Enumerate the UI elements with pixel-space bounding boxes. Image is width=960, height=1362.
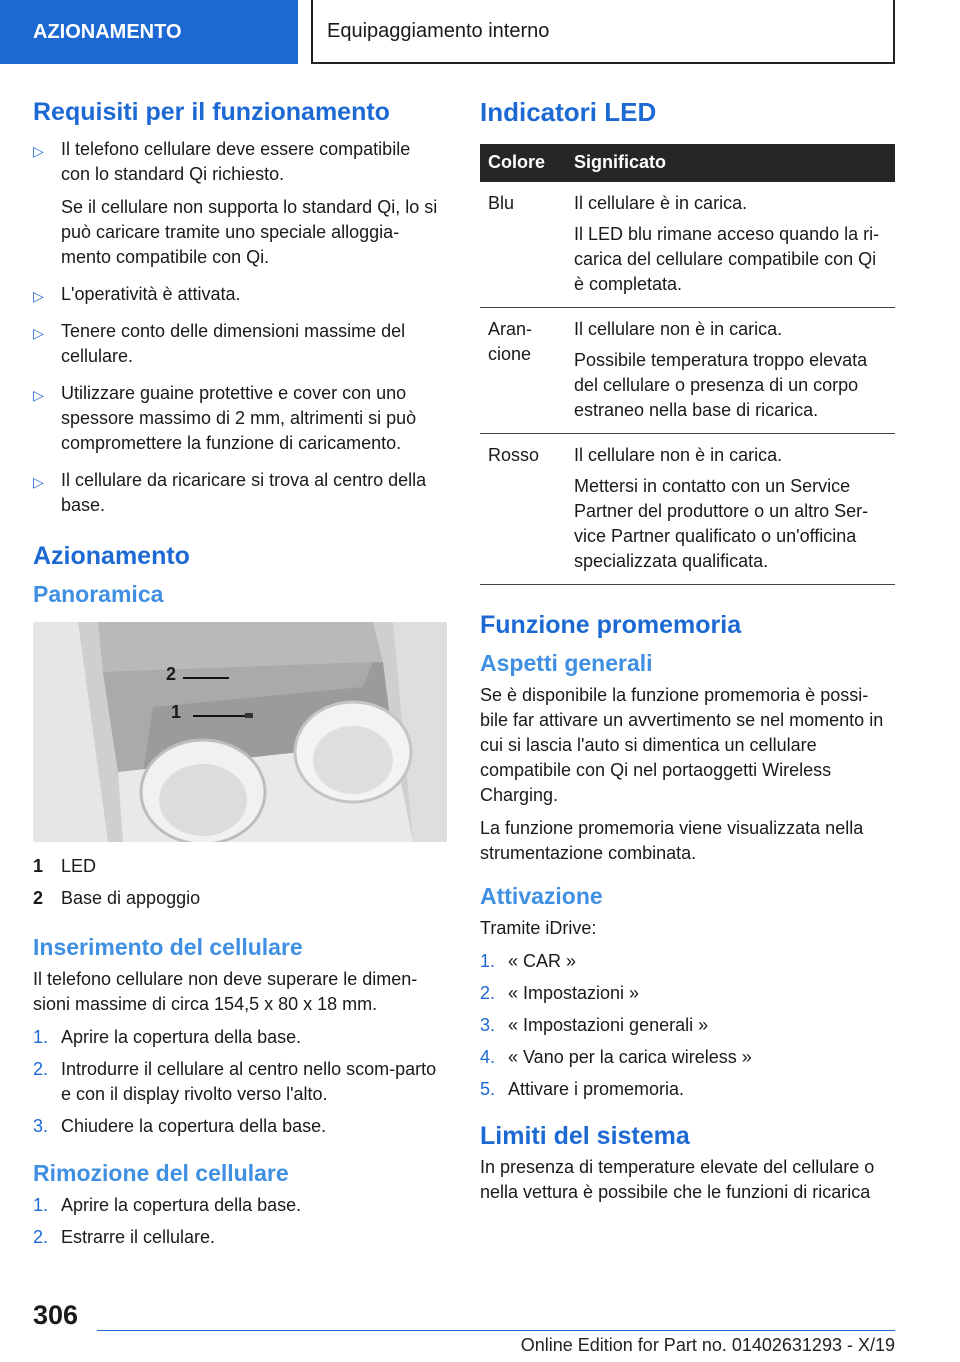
page-number: 306	[33, 1300, 79, 1330]
step-text: Introdurre il cellulare al centro nello scom-parto e con il display rivolto verso l'alto.	[61, 1058, 437, 1104]
photo-label-2: 2	[166, 663, 177, 684]
step-item	[33, 1025, 441, 1050]
step-item	[480, 1077, 895, 1102]
step-text: Chiudere la copertura della base.	[61, 1115, 327, 1136]
legend-text: LED	[61, 855, 97, 876]
triangle-bullet-icon: ▷	[33, 324, 44, 341]
right-column	[480, 96, 895, 1213]
reminder-heading: Funzione promemoria	[480, 610, 742, 639]
list-item	[33, 381, 441, 456]
table-header-row	[480, 144, 895, 182]
list-item-text: Il telefono cellulare deve essere compatibile con lo standard Qi richiesto.	[61, 138, 411, 184]
meaning-line: Possibile temperatura troppo elevata del cellulare o presenza di un corpo estraneo nella base di ricarica.	[574, 349, 868, 420]
legend-item	[33, 886, 441, 911]
step-text: Aprire la copertura della base.	[61, 1194, 302, 1215]
limits-heading: Limiti del sistema	[480, 1122, 690, 1151]
insert-steps	[33, 1025, 441, 1139]
left-column	[33, 96, 441, 1257]
activation-steps	[480, 949, 895, 1102]
step-number: 2.	[33, 1226, 49, 1247]
remove-heading: Rimozione del cellulare	[33, 1159, 289, 1186]
step-number: 2.	[33, 1058, 49, 1079]
meaning-line: Il LED blu rimane acceso quando la ri-carica del cellulare compatibile con Qi è completata.	[574, 223, 880, 294]
step-text: « Impostazioni »	[508, 983, 640, 1004]
photo-label-1: 1	[171, 701, 182, 722]
legend-number: 2	[33, 887, 44, 908]
led-table	[480, 144, 895, 585]
meaning-line: Mettersi in contatto con un Service Partner del produttore o un altro Ser-vice Partner qualificato o un'officina specializzata qualificata.	[574, 475, 869, 571]
step-item	[33, 1114, 441, 1139]
chapter-title: Equipaggiamento interno	[311, 0, 895, 64]
meaning-cell	[566, 433, 895, 584]
step-text: « CAR »	[508, 951, 577, 972]
step-item	[480, 1013, 895, 1038]
legend-number: 1	[33, 855, 44, 876]
table-row	[480, 307, 895, 433]
footer-edition: Online Edition for Part no. 01402631293 - X/19	[520, 1335, 895, 1355]
meaning-cell	[566, 307, 895, 433]
limits-text: In presenza di temperature elevate del cellulare o nella vettura è possibile che le funzioni di ricarica	[480, 1156, 875, 1202]
legend-text: Base di appoggio	[61, 887, 201, 908]
remove-steps	[33, 1193, 441, 1250]
list-item	[33, 282, 441, 307]
led-heading: Indicatori LED	[480, 97, 657, 127]
requirements-list	[33, 137, 441, 518]
triangle-bullet-icon: ▷	[33, 473, 44, 490]
color-cell: Blu	[480, 182, 566, 308]
activation-intro: Tramite iDrive:	[480, 918, 597, 939]
step-item	[33, 1057, 441, 1107]
triangle-bullet-icon: ▷	[33, 287, 44, 304]
legend-item	[33, 854, 441, 879]
step-number: 4.	[480, 1047, 496, 1068]
table-row	[480, 433, 895, 584]
photo-legend	[33, 854, 441, 911]
charging-tray-illustration	[33, 622, 447, 842]
step-number: 3.	[480, 1015, 496, 1036]
meaning-line: Il cellulare non è in carica.	[574, 444, 783, 465]
step-text: Attivare i promemoria.	[508, 1079, 685, 1100]
triangle-bullet-icon: ▷	[33, 386, 44, 403]
meaning-cell	[566, 182, 895, 308]
step-item	[480, 1045, 895, 1070]
triangle-bullet-icon: ▷	[33, 142, 44, 159]
activation-heading: Attivazione	[480, 883, 603, 910]
step-number: 2.	[480, 983, 496, 1004]
list-item	[33, 319, 441, 369]
requirements-heading: Requisiti per il funzionamento	[33, 98, 390, 126]
insert-text: Il telefono cellulare non deve superare le dimen-sioni massime di circa 154,5 x 80 x 18 mm.	[33, 968, 418, 1014]
step-number: 1.	[33, 1194, 49, 1215]
step-item	[33, 1225, 441, 1250]
step-text: Aprire la copertura della base.	[61, 1026, 302, 1047]
list-item-subtext: Se il cellulare non supporta lo standard Qi, lo si può caricare tramite uno speciale alloggia-mento compatibile con Qi.	[61, 196, 438, 267]
step-item	[480, 949, 895, 974]
step-number: 5.	[480, 1079, 496, 1100]
overview-heading: Panoramica	[33, 581, 164, 607]
general-heading: Aspetti generali	[480, 650, 653, 677]
column-header: Colore	[480, 144, 566, 182]
section-tab: AZIONAMENTO	[0, 0, 298, 64]
list-item-text: L'operatività è attivata.	[61, 283, 241, 304]
list-item	[33, 137, 441, 270]
step-number: 1.	[480, 951, 496, 972]
operation-heading: Azionamento	[33, 541, 190, 570]
step-number: 3.	[33, 1115, 49, 1136]
column-header: Significato	[566, 144, 895, 182]
general-paragraph-1: Se è disponibile la funzione promemoria è possi-bile far attivare un avvertimento se nel momento in cui si lascia l'auto si dimentica un cellulare compatibile con Qi nel portaoggetti Wireless Charging.	[480, 685, 884, 806]
step-item	[33, 1193, 441, 1218]
table-row	[480, 182, 895, 308]
color-cell: Rosso	[480, 433, 566, 584]
list-item-text: Il cellulare da ricaricare si trova al centro della base.	[61, 469, 427, 515]
step-number: 1.	[33, 1026, 49, 1047]
meaning-line: Il cellulare non è in carica.	[574, 318, 783, 339]
step-text: « Vano per la carica wireless »	[508, 1047, 752, 1068]
list-item-text: Utilizzare guaine protettive e cover con uno spessore massimo di 2 mm, altrimenti si può compromettere la funzione di caricamento.	[61, 382, 417, 453]
list-item-text: Tenere conto delle dimensioni massime del cellulare.	[61, 320, 406, 366]
meaning-line: Il cellulare è in carica.	[574, 192, 748, 213]
step-item	[480, 981, 895, 1006]
step-text: Estrarre il cellulare.	[61, 1226, 216, 1247]
list-item	[33, 468, 441, 518]
step-text: « Impostazioni generali »	[508, 1015, 709, 1036]
footer-divider	[97, 1330, 895, 1331]
charging-tray-photo	[33, 622, 447, 842]
insert-heading: Inserimento del cellulare	[33, 933, 303, 960]
general-paragraph-2: La funzione promemoria viene visualizzata nella strumentazione combinata.	[480, 818, 864, 864]
color-cell: Aran-cione	[480, 307, 566, 433]
